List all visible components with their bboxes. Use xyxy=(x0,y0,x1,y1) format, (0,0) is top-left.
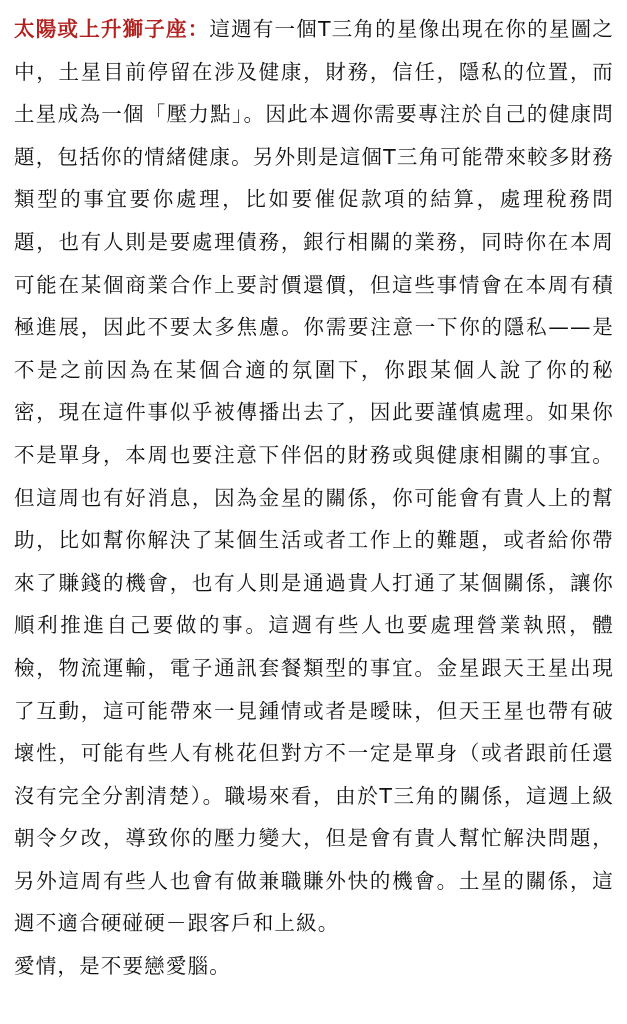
love-paragraph: 愛情，是不要戀愛腦。 xyxy=(14,954,231,979)
horoscope-article xyxy=(14,8,614,988)
horoscope-body-text: 這週有一個T三角的星像出現在你的星圖之中，土星目前停留在涉及健康，財務，信任，隱私的位置，而土星成為一個「壓力點」。因此本週你需要專注於自己的健康問題，包括你的情緒健康。另外則是這個T三角可能帶來較多財務類型的事宜要你處理，比如要催促款項的結算，處理稅務問題，也有人則是要處理債務，銀行相關的業務，同時你在本周可能在某個商業合作上要討價還價，但這些事情會在本周有積極進展，因此不要太多焦慮。你需要注意一下你的隱私——是不是之前因為在某個合適的氛圍下，你跟某個人說了你的秘密，現在這件事似乎被傳播出去了，因此要謹慎處理。如果你不是單身，本周也要注意下伴侶的財務或與健康相關的事宜。但這周也有好消息，因為金星的關係，你可能會有貴人上的幫助，比如幫你解決了某個生活或者工作上的難題，或者給你帶來了賺錢的機會，也有人則是通過貴人打通了某個關係，讓你順利推進自己要做的事。這週有些人也要處理營業執照，體檢，物流運輸，電子通訊套餐類型的事宜。金星跟天王星出現了互動，這可能帶來一見鍾情或者是曖昧，但天王星也帶有破壞性，可能有些人有桃花但對方不一定是單身（或者跟前任還沒有完全分割清楚）。職場來看，由於T三角的關係，這週上級朝令夕改，導致你的壓力變大，但是會有貴人幫忙解決問題，另外這周有些人也會有做兼職賺外快的機會。土星的關係，這週不適合硬碰硬－跟客戶和上級。 xyxy=(14,17,614,936)
sign-heading: 太陽或上升獅子座： xyxy=(14,17,210,41)
horoscope-paragraph xyxy=(14,8,614,945)
